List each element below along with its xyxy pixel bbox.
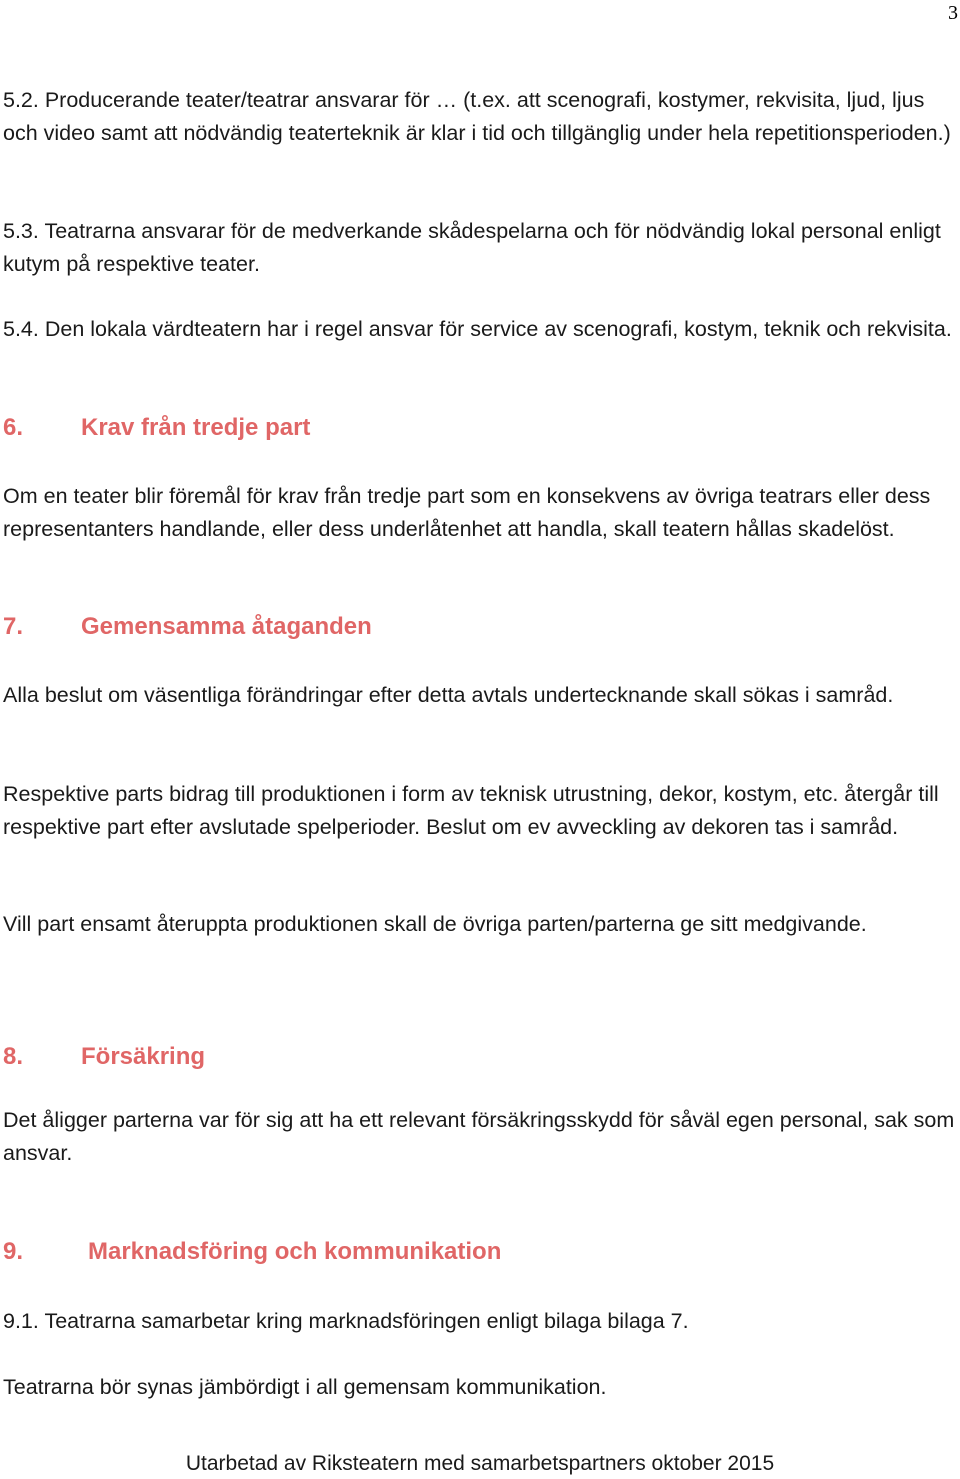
paragraph-7-a: Alla beslut om väsentliga förändringar efter detta avtals undertecknande skall sökas i samråd. — [3, 683, 894, 707]
section-number: 8. — [3, 1043, 24, 1070]
paragraph-9-1: 9.1. Teatrarna samarbetar kring marknadsföringen enligt bilaga bilaga 7. — [3, 1309, 689, 1333]
paragraph-7-c: Vill part ensamt återuppta produktionen skall de övriga parten/parterna ge sitt medgivande. — [3, 912, 867, 936]
paragraph-5-4: 5.4. Den lokala värdteatern har i regel ansvar för service av scenografi, kostym, teknik och rekvisita. — [3, 317, 952, 341]
section-heading-6 — [3, 414, 310, 442]
section-number: 6. — [3, 414, 24, 441]
section-heading-7 — [3, 613, 372, 641]
paragraph-6: Om en teater blir föremål för krav från tredje part som en konsekvens av övriga teatrars eller dess representanters handlande, eller dess underlåtenhet att handla, skall teatern hållas skadelöst. — [3, 484, 931, 541]
section-heading-8 — [3, 1043, 205, 1071]
paragraph-8: Det åligger parterna var för sig att ha ett relevant försäkringsskydd för såväl egen personal, sak som ansvar. — [3, 1108, 955, 1165]
paragraph-9-2: Teatrarna bör synas jämbördigt i all gemensam kommunikation. — [3, 1375, 607, 1399]
paragraph-7-b: Respektive parts bidrag till produktionen i form av teknisk utrustning, dekor, kostym, etc. återgår till respektive part efter avslutade spelperioder. Beslut om ev avveckling av dekoren tas i samråd. — [3, 782, 939, 839]
page-number: 3 — [948, 2, 958, 24]
section-title: Gemensamma åtaganden — [81, 613, 372, 640]
paragraph-5-3: 5.3. Teatrarna ansvarar för de medverkande skådespelarna och för nödvändig lokal personal enligt kutym på respektive teater. — [3, 219, 941, 276]
section-number: 9. — [3, 1238, 24, 1265]
section-number: 7. — [3, 613, 24, 640]
paragraph-5-2: 5.2. Producerande teater/teatrar ansvarar för … (t.ex. att scenografi, kostymer, rekvisita, ljud, ljus och video samt att nödvändig teaterteknik är klar i tid och tillgänglig under hela repetitionsperioden.) — [3, 88, 951, 145]
section-heading-9 — [3, 1238, 501, 1266]
section-title: Marknadsföring och kommunikation — [88, 1238, 502, 1265]
page-footer: Utarbetad av Riksteatern med samarbetspartners oktober 2015 — [185, 1452, 775, 1475]
section-title: Krav från tredje part — [81, 414, 311, 441]
section-title: Försäkring — [81, 1043, 206, 1070]
